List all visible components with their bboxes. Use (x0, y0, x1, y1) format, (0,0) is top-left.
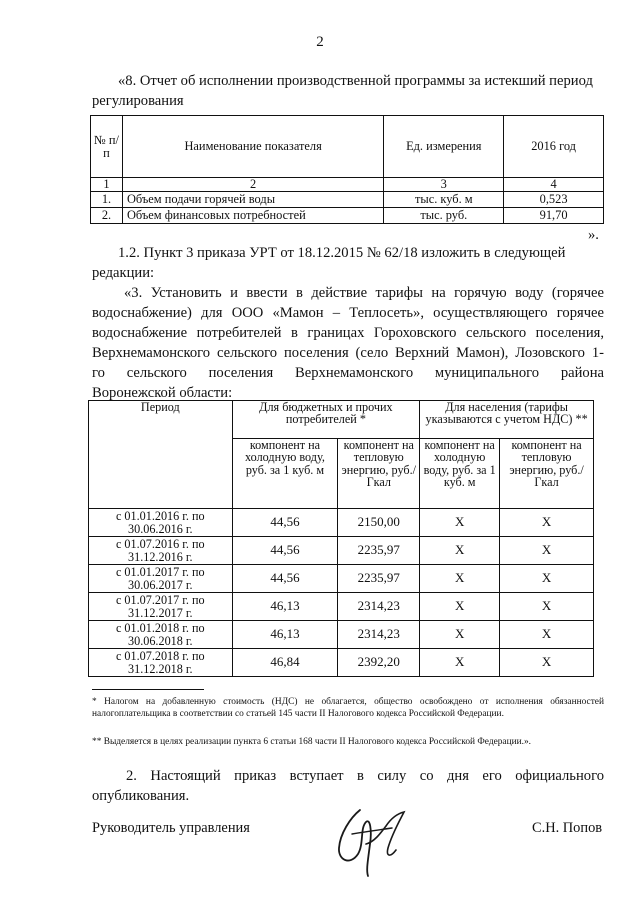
tariff-pop-cold-cell: Х (420, 509, 500, 537)
table1-numbering-cell: 1 (91, 178, 123, 192)
tariff-cold-cell: 44,56 (232, 565, 338, 593)
tariff-heat-cell: 2314,23 (338, 593, 420, 621)
period-end: 30.06.2017 г. (128, 577, 193, 592)
period-start: с 01.01.2018 г. по (115, 621, 205, 636)
tariff-pop-heat-cell: Х (500, 565, 594, 593)
tariff-period-cell (89, 537, 233, 565)
tariff-period-cell (89, 621, 233, 649)
tariff-table (88, 400, 594, 677)
table1-cell-unit: тыс. куб. м (384, 192, 504, 208)
period-end: 30.06.2018 г. (128, 633, 193, 648)
period-start: с 01.07.2018 г. по (115, 649, 205, 664)
table1-header-year: 2016 год (504, 116, 604, 178)
tariff-pop-cold-cell: Х (420, 537, 500, 565)
tariff-cold-cell: 44,56 (232, 509, 338, 537)
tariff-pop-heat-cell: Х (500, 537, 594, 565)
table1-numbering-row (91, 178, 604, 192)
table1-numbering-cell: 4 (504, 178, 604, 192)
tariff-heat-cell: 2235,97 (338, 537, 420, 565)
tariff-heat-cell: 2150,00 (338, 509, 420, 537)
tariff-pop-heat-cell: Х (500, 593, 594, 621)
table1-cell-num: 1. (91, 192, 123, 208)
signatory-position: Руководитель управления (92, 820, 250, 836)
point3-line2: водоснабжение) для ООО «Мамон – Теплосеть», осуществляющего горячее (92, 305, 604, 321)
tariff-header-row (89, 401, 594, 439)
handwritten-signature (330, 804, 420, 882)
tariff-pop-cold-cell: Х (420, 565, 500, 593)
tariff-heat-cell: 2314,23 (338, 621, 420, 649)
table-row (89, 621, 594, 649)
tariff-pop-heat-cell: Х (500, 509, 594, 537)
tariff-sub-heat-population: компонент на тепловую энергию, руб./Гкал (500, 439, 594, 509)
point3-line5: го сельского поселения Верхнемамонского муниципального района (92, 365, 604, 381)
table-row (89, 649, 594, 677)
table1-header-name: Наименование показателя (122, 116, 383, 178)
tariff-cold-cell: 46,84 (232, 649, 338, 677)
point3-line6: Воронежской области: (92, 385, 233, 401)
period-start: с 01.07.2017 г. по (115, 593, 205, 608)
table-row (89, 565, 594, 593)
section8-heading (92, 71, 602, 91)
period-start: с 01.01.2017 г. по (115, 565, 205, 580)
table1-closing-quote: ». (588, 227, 599, 243)
tariff-sub-cold-budget: компонент на холодную воду, руб. за 1 куб. м (232, 439, 338, 509)
tariff-pop-cold-cell: Х (420, 593, 500, 621)
period-start: с 01.07.2016 г. по (115, 537, 205, 552)
point2-line2: опубликования. (92, 788, 190, 804)
table-row (91, 192, 604, 208)
table-row (89, 593, 594, 621)
tariff-cold-cell: 44,56 (232, 537, 338, 565)
period-end: 31.12.2018 г. (128, 661, 193, 676)
tariff-period-cell (89, 649, 233, 677)
production-program-table (90, 115, 604, 224)
page-number: 2 (316, 34, 324, 50)
period-start: с 01.01.2016 г. по (115, 509, 205, 524)
table1-header-num: № п/п (91, 116, 123, 178)
footnote-1: * Налогом на добавленную стоимость (НДС) не облагается, общество освобождено от исполнения обязанностей налогоплательщика в соответствии со статьей 145 части II Налогового кодекса Российской Федерации. (92, 697, 604, 720)
table1-cell-unit: тыс. руб. (384, 208, 504, 224)
table1-cell-name: Объем подачи горячей воды (122, 192, 383, 208)
point3-line3: водоснабжение потребителей в границах Гороховского сельского поселения, (92, 325, 604, 341)
tariff-period-cell (89, 565, 233, 593)
point12-line2: редакции: (92, 265, 155, 281)
point12-text: 1.2. Пункт 3 приказа УРТ от 18.12.2015 № 62/18 изложить в следующей (118, 245, 566, 261)
tariff-period-cell (89, 593, 233, 621)
tariff-header-budget: Для бюджетных и прочих потребителей * (232, 401, 420, 439)
tariff-pop-heat-cell: Х (500, 649, 594, 677)
table-row (89, 537, 594, 565)
tariff-cold-cell: 46,13 (232, 593, 338, 621)
table1-cell-value: 91,70 (504, 208, 604, 224)
table1-header-row (91, 116, 604, 178)
tariff-period-cell (89, 509, 233, 537)
table1-numbering-cell: 3 (384, 178, 504, 192)
tariff-pop-cold-cell: Х (420, 649, 500, 677)
table1-cell-name: Объем финансовых потребностей (122, 208, 383, 224)
point12-line1 (92, 243, 604, 263)
section8-heading-line2: регулирования (92, 93, 184, 109)
section8-heading-line1: «8. Отчет об исполнении производственной программы за истекший период (118, 73, 593, 89)
footnote-2: ** Выделяется в целях реализации пункта 6 статьи 168 части II Налогового кодекса Российской Федерации.». (92, 737, 532, 747)
point2-text: 2. Настоящий приказ вступает в силу со дня его официального (126, 768, 604, 784)
period-end: 31.12.2017 г. (128, 605, 193, 620)
period-end: 30.06.2016 г. (128, 521, 193, 536)
tariff-sub-heat-budget: компонент на тепловую энергию, руб./Гкал (338, 439, 420, 509)
point3-line4: Верхнемамонского сельского поселения (село Верхний Мамон), Лозовского 1- (92, 345, 604, 361)
tariff-pop-cold-cell: Х (420, 621, 500, 649)
period-end: 31.12.2016 г. (128, 549, 193, 564)
signatory-name: С.Н. Попов (532, 820, 603, 836)
tariff-pop-heat-cell: Х (500, 621, 594, 649)
table-row (89, 509, 594, 537)
table1-numbering-cell: 2 (122, 178, 383, 192)
tariff-heat-cell: 2235,97 (338, 565, 420, 593)
tariff-header-population: Для населения (тарифы указываются с учетом НДС) ** (420, 401, 594, 439)
point3-text: «3. Установить и ввести в действие тарифы на горячую воду (горячее (124, 285, 604, 301)
tariff-cold-cell: 46,13 (232, 621, 338, 649)
tariff-header-period: Период (89, 401, 233, 509)
table1-cell-num: 2. (91, 208, 123, 224)
table1-header-unit: Ед. измерения (384, 116, 504, 178)
footnote-separator (92, 689, 204, 690)
tariff-heat-cell: 2392,20 (338, 649, 420, 677)
point3-line1 (92, 283, 604, 303)
table1-cell-value: 0,523 (504, 192, 604, 208)
tariff-sub-cold-population: компонент на холодную воду, руб. за 1 куб. м (420, 439, 500, 509)
table-row (91, 208, 604, 224)
point2-line1 (92, 766, 604, 786)
